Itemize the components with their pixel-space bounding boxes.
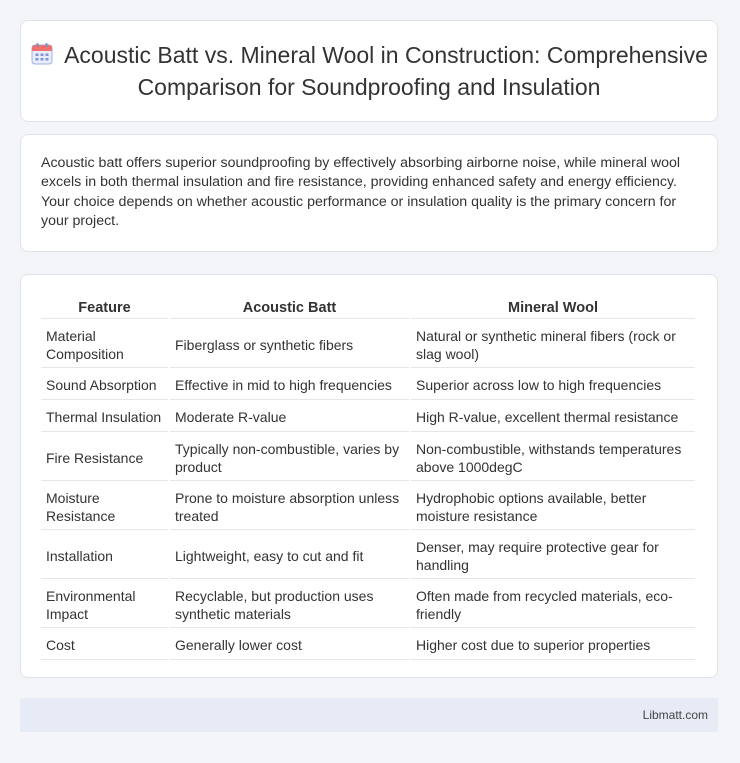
table-row — [41, 402, 695, 432]
table-cell: Fire Resistance — [41, 434, 168, 481]
table-cell: Hydrophobic options available, better moisture resistance — [411, 483, 695, 530]
table-cell: Effective in mid to high frequencies — [170, 370, 409, 400]
table-cell: Natural or synthetic mineral fibers (rock or slag wool) — [411, 321, 695, 368]
page-title — [21, 39, 717, 103]
table-cell: Environmental Impact — [41, 581, 168, 628]
table-cell: Often made from recycled materials, eco-friendly — [411, 581, 695, 628]
column-header: Feature — [41, 297, 168, 319]
column-header: Mineral Wool — [411, 297, 695, 319]
calendar-icon — [30, 42, 54, 66]
page-title-text: Acoustic Batt vs. Mineral Wool in Construction: Comprehensive Comparison for Soundproofing and Insulation — [64, 42, 708, 100]
table-row — [41, 321, 695, 368]
table-cell: Prone to moisture absorption unless treated — [170, 483, 409, 530]
table-cell: Moderate R-value — [170, 402, 409, 432]
table-cell: Material Composition — [41, 321, 168, 368]
table-cell: Lightweight, easy to cut and fit — [170, 532, 409, 579]
table-cell: Thermal Insulation — [41, 402, 168, 432]
table-cell: Moisture Resistance — [41, 483, 168, 530]
table-row — [41, 630, 695, 660]
table-cell: Sound Absorption — [41, 370, 168, 400]
title-card — [20, 20, 718, 122]
table-row — [41, 532, 695, 579]
table-cell: Recyclable, but production uses synthetic materials — [170, 581, 409, 628]
table-row — [41, 434, 695, 481]
table-cell: Superior across low to high frequencies — [411, 370, 695, 400]
table-cell: Fiberglass or synthetic fibers — [170, 321, 409, 368]
intro-card — [20, 134, 718, 252]
footer-brand-link[interactable]: Libmatt.com — [642, 708, 708, 722]
table-cell: Non-combustible, withstands temperatures above 1000degC — [411, 434, 695, 481]
intro-text: Acoustic batt offers superior soundproofing by effectively absorbing airborne noise, while mineral wool excels in both thermal insulation and fire resistance, providing enhanced safety and energy efficiency. Your choice depends on whether acoustic performance or insulation quality is the primary concern for your project. — [41, 155, 681, 229]
footer — [20, 698, 718, 732]
table-cell: Typically non-combustible, varies by product — [170, 434, 409, 481]
table-row — [41, 483, 695, 530]
table-cell: Denser, may require protective gear for handling — [411, 532, 695, 579]
table-cell: Installation — [41, 532, 168, 579]
table-header-row — [41, 297, 695, 319]
comparison-table — [39, 295, 697, 662]
comparison-table-card — [20, 274, 718, 678]
table-cell: Generally lower cost — [170, 630, 409, 660]
table-row — [41, 581, 695, 628]
column-header: Acoustic Batt — [170, 297, 409, 319]
table-row — [41, 370, 695, 400]
table-cell: Cost — [41, 630, 168, 660]
table-cell: Higher cost due to superior properties — [411, 630, 695, 660]
table-cell: High R-value, excellent thermal resistance — [411, 402, 695, 432]
